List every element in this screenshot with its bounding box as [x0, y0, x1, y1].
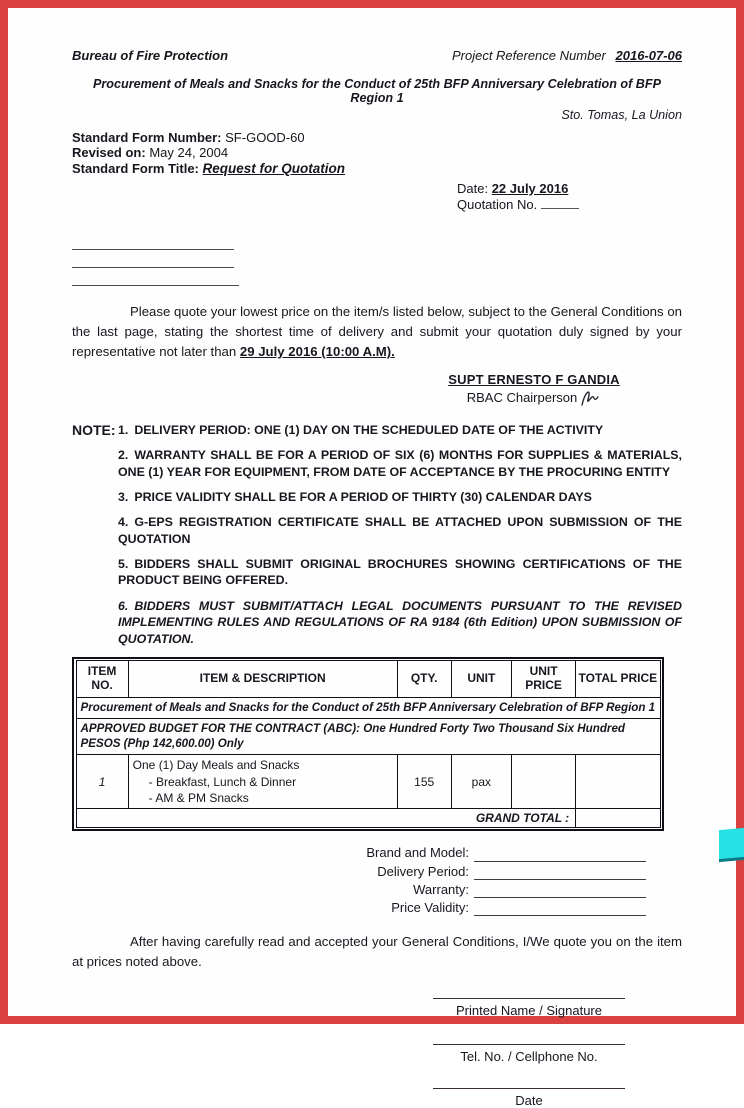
revised-line	[72, 145, 682, 160]
note-num: 3.	[118, 489, 129, 504]
printed-name-block	[433, 998, 625, 1018]
form-title-line	[72, 161, 682, 177]
signature-scribble-icon	[579, 388, 601, 408]
signatory-block	[414, 372, 654, 408]
grand-total-value-cell	[576, 808, 660, 827]
vendor-line-3	[72, 270, 239, 286]
date-value: 22 July 2016	[491, 180, 569, 196]
note-num: 4.	[118, 515, 129, 530]
table-header-row	[76, 661, 660, 698]
item-desc-line-2: - Breakfast, Lunch & Dinner	[148, 774, 297, 789]
col-description: ITEM & DESCRIPTION	[128, 661, 397, 698]
field-validity	[72, 900, 682, 916]
item-qty-cell: 155	[397, 755, 451, 809]
project-span-text: Procurement of Meals and Snacks for the Conduct of 25th BFP Anniversary Celebration of BFP Region 1	[76, 697, 660, 718]
field-brand-blank	[474, 848, 646, 862]
printed-name-label: Printed Name / Signature	[456, 1003, 602, 1019]
note-text: BIDDERS SHALL SUBMIT ORIGINAL BROCHURES SHOWING CERTIFICATIONS OF THE PRODUCT BEING OFFERED.	[118, 557, 682, 588]
date-block	[457, 181, 682, 215]
revised-label: Revised on:	[72, 145, 146, 161]
quotation-no-line	[457, 197, 682, 214]
col-unit-price: UNIT PRICE	[511, 661, 575, 698]
col-unit: UNIT	[451, 661, 511, 698]
quotation-no-blank	[541, 198, 579, 209]
col-total-price: TOTAL PRICE	[576, 661, 660, 698]
quotation-table-wrapper	[72, 657, 664, 832]
vendor-line-2	[72, 252, 234, 268]
note-text: BIDDERS MUST SUBMIT/ATTACH LEGAL DOCUMENTS PURSUANT TO THE REVISED IMPLEMENTING RULES AND REGULATIONS OF RA 9184 (6th Edition) UPON SUBMISSION OF QUOTATION.	[118, 598, 682, 646]
form-title-label: Standard Form Title:	[72, 160, 199, 176]
tel-label: Tel. No. / Cellphone No.	[460, 1049, 598, 1065]
project-reference-value: 2016-07-06	[615, 48, 682, 63]
agency-name: Bureau of Fire Protection	[72, 48, 229, 63]
col-qty: QTY.	[397, 661, 451, 698]
note-num: 2.	[118, 448, 129, 463]
intro-paragraph	[72, 302, 682, 361]
note-text: PRICE VALIDITY SHALL BE FOR A PERIOD OF THIRTY (30) CALENDAR DAYS	[134, 489, 592, 504]
closing-paragraph: After having carefully read and accepted your General Conditions, I/We quote you on the item at prices noted above.	[72, 934, 682, 970]
intro-deadline: 29 July 2016 (10:00 A.M).	[239, 343, 395, 359]
form-number-label: Standard Form Number:	[72, 130, 222, 145]
item-total-price-cell	[576, 755, 660, 809]
field-warranty-label: Warranty:	[413, 881, 469, 897]
col-item-no: ITEM NO.	[76, 661, 128, 698]
vendor-address-lines	[72, 234, 682, 286]
tel-line	[433, 1044, 625, 1045]
notes-section	[72, 422, 682, 647]
notes-label: NOTE:	[72, 421, 116, 438]
field-brand	[72, 845, 682, 861]
vendor-line-1	[72, 234, 234, 250]
note-item-5	[118, 556, 682, 589]
note-num: 1.	[118, 422, 129, 437]
grand-total-label: GRAND TOTAL :	[76, 808, 576, 827]
project-location: Sto. Tomas, La Union	[561, 108, 682, 122]
date-sign-label: Date	[515, 1093, 543, 1108]
table-grand-total-row	[76, 808, 660, 827]
date-line	[457, 181, 682, 198]
note-item-2	[118, 447, 682, 480]
form-info	[72, 130, 682, 177]
field-brand-label: Brand and Model:	[366, 845, 469, 861]
quotation-no-label: Quotation No.	[457, 197, 538, 213]
abc-span-text: APPROVED BUDGET FOR THE CONTRACT (ABC): One Hundred Forty Two Thousand Six Hundred PESOS (Php 142,600.00) Only	[76, 719, 660, 755]
signatory-name: SUPT ERNESTO F GANDIA	[448, 371, 620, 387]
table-project-row	[76, 697, 660, 718]
form-number-line	[72, 130, 682, 145]
intro-text: Please quote your lowest price on the item/s listed below, subject to the General Conditions on the last page, stating the shortest time of delivery and submit your quotation duly signed by your representative not later than	[72, 304, 682, 359]
note-text: DELIVERY PERIOD: ONE (1) DAY ON THE SCHEDULED DATE OF THE ACTIVITY	[134, 422, 604, 437]
field-validity-blank	[474, 902, 646, 916]
form-title-value: Request for Quotation	[202, 160, 346, 176]
item-unit-price-cell	[511, 755, 575, 809]
table-item-row	[76, 755, 660, 809]
field-delivery-blank	[474, 866, 646, 880]
note-item-6	[118, 598, 682, 647]
quotation-table	[76, 660, 661, 828]
cyan-sticker-tab	[719, 828, 744, 859]
note-item-3	[118, 489, 682, 505]
item-description-cell	[128, 755, 397, 809]
note-item-4	[118, 514, 682, 547]
date-label: Date:	[457, 180, 489, 196]
project-reference-label: Project Reference Number	[451, 48, 606, 63]
signatory-title-text: RBAC Chairperson	[466, 389, 578, 405]
item-no-cell: 1	[76, 755, 128, 809]
tel-block	[433, 1044, 625, 1064]
date-sign-block	[433, 1088, 625, 1108]
date-sign-line	[433, 1088, 625, 1089]
form-number-value: SF-GOOD-60	[225, 130, 305, 145]
field-delivery-label: Delivery Period:	[377, 863, 469, 879]
note-text: WARRANTY SHALL BE FOR A PERIOD OF SIX (6) MONTHS FOR SUPPLIES & MATERIALS, ONE (1) YEAR FOR EQUIPMENT, FROM DATE OF ACCEPTANCE BY THE PROCURING ENTITY	[118, 448, 682, 479]
table-abc-row	[76, 719, 660, 755]
revised-value: May 24, 2004	[149, 145, 229, 161]
field-validity-label: Price Validity:	[391, 900, 469, 916]
note-item-1	[118, 422, 682, 438]
page-content	[8, 8, 736, 1108]
project-title: Procurement of Meals and Snacks for the Conduct of 25th BFP Anniversary Celebration of BFP Region 1	[93, 77, 661, 105]
note-num: 6.	[118, 598, 129, 613]
field-warranty-blank	[474, 884, 646, 898]
signatory-title	[414, 388, 654, 408]
header-top-row	[72, 48, 682, 63]
field-delivery	[72, 864, 682, 880]
item-desc-line-1: One (1) Day Meals and Snacks	[132, 758, 300, 773]
field-warranty	[72, 882, 682, 898]
note-num: 5.	[118, 557, 129, 571]
item-desc-line-3: - AM & PM Snacks	[148, 790, 249, 805]
note-text: G-EPS REGISTRATION CERTIFICATE SHALL BE ATTACHED UPON SUBMISSION OF THE QUOTATION	[118, 515, 682, 546]
fill-in-fields	[72, 845, 682, 916]
printed-name-line	[433, 998, 625, 999]
item-unit-cell: pax	[451, 755, 511, 809]
project-reference	[452, 48, 682, 63]
